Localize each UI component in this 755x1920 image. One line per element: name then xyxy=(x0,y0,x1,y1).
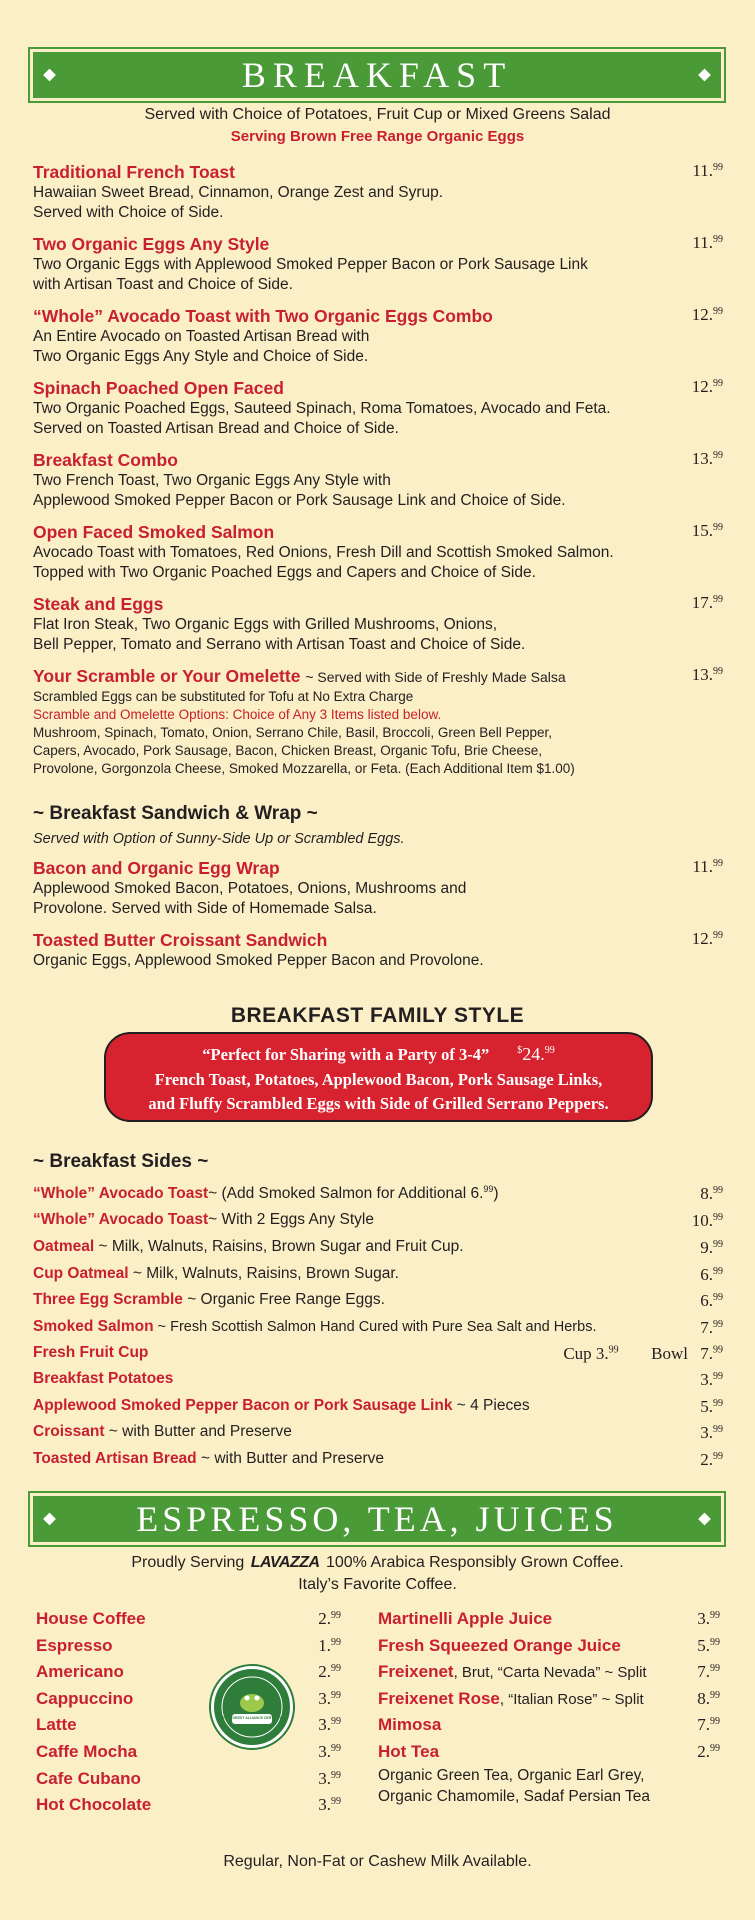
menu-item xyxy=(33,521,723,583)
menu-item xyxy=(33,593,723,655)
eggs-note: Serving Brown Free Range Organic Eggs xyxy=(230,128,525,145)
item-desc: Applewood Smoked Pepper Bacon or Pork Sausage Link and Choice of Side. xyxy=(33,492,566,509)
item-price: 6.99 xyxy=(700,1265,723,1284)
side-item-fruit: Fresh Fruit Cup Cup 3.99 Bowl 7.99 xyxy=(33,1344,723,1363)
side-item: Smoked Salmon ~ Fresh Scottish Salmon Hand Cured with Pure Sea Salt and Herbs. 7.99 xyxy=(33,1318,723,1337)
item-note: ~ Served with Side of Freshly Made Salsa xyxy=(305,669,566,685)
item-price: 11.99 xyxy=(692,161,723,180)
item-price: 6.99 xyxy=(700,1291,723,1310)
item-price: 9.99 xyxy=(700,1238,723,1257)
sandwich-heading: ~ Breakfast Sandwich & Wrap ~ xyxy=(33,803,318,824)
fruit-prices: Cup 3.99 Bowl 7.99 xyxy=(563,1344,723,1363)
item-price: 2.99 xyxy=(318,1662,341,1681)
drink-item: Cafe Cubano 3.99 xyxy=(36,1769,341,1788)
drink-item: Caffe Mocha 3.99 xyxy=(36,1742,341,1761)
item-price: 8.99 xyxy=(697,1689,720,1708)
item-price: 2.99 xyxy=(700,1450,723,1469)
options-list: Provolone, Gorgonzola Cheese, Smoked Mozzarella, or Feta. (Each Additional Item $1.00) xyxy=(33,761,575,776)
drink-item: House Coffee 2.99 xyxy=(36,1609,341,1628)
options-list: Capers, Avocado, Pork Sausage, Bacon, Chicken Breast, Organic Tofu, Brie Cheese, xyxy=(33,743,543,758)
item-desc: Served on Toasted Artisan Bread and Choice of Side. xyxy=(33,420,399,437)
item-price: 15.99 xyxy=(691,521,723,540)
item-desc: Flat Iron Steak, Two Organic Eggs with Grilled Mushrooms, Onions, xyxy=(33,616,498,633)
item-price: 3.99 xyxy=(318,1742,341,1761)
item-price: 2.99 xyxy=(697,1742,720,1761)
tofu-note: Scrambled Eggs can be substituted for Tofu at No Extra Charge xyxy=(33,689,414,704)
menu-item xyxy=(33,377,723,439)
diamond-icon xyxy=(698,1513,711,1526)
item-desc: Hawaiian Sweet Bread, Cinnamon, Orange Zest and Syrup. xyxy=(33,184,444,201)
drink-item: Freixenet, Brut, “Carta Nevada” ~ Split 7.99 xyxy=(378,1662,720,1681)
item-price: 7.99 xyxy=(697,1715,720,1734)
drink-item: Freixenet Rose, “Italian Rose” ~ Split 8.99 xyxy=(378,1689,720,1708)
item-desc: Applewood Smoked Bacon, Potatoes, Onions, Mushrooms and xyxy=(33,880,467,897)
item-price: 7.99 xyxy=(700,1318,723,1337)
item-price: 5.99 xyxy=(700,1397,723,1416)
item-price: 11.99 xyxy=(692,233,723,252)
item-name: Your Scramble or Your Omelette ~ Served with Side of Freshly Made Salsa xyxy=(33,666,566,686)
sandwich-sub: Served with Option of Sunny-Side Up or Scrambled Eggs. xyxy=(33,831,405,847)
item-desc: Two Organic Poached Eggs, Sauteed Spinach, Roma Tomatoes, Avocado and Feta. xyxy=(33,400,611,417)
drinks-banner xyxy=(33,1496,721,1542)
drink-item: Fresh Squeezed Orange Juice 5.99 xyxy=(378,1636,720,1655)
tea-line: Organic Green Tea, Organic Earl Grey, xyxy=(378,1767,645,1784)
item-name: Bacon and Organic Egg Wrap xyxy=(33,858,280,878)
item-price: 13.99 xyxy=(691,665,723,684)
side-item: “Whole” Avocado Toast~ With 2 Eggs Any Style 10.99 xyxy=(33,1211,723,1230)
item-name: Spinach Poached Open Faced xyxy=(33,378,284,398)
item-desc: Bell Pepper, Tomato and Serrano with Artisan Toast and Choice of Side. xyxy=(33,636,526,653)
item-price: 2.99 xyxy=(318,1609,341,1628)
item-price: 13.99 xyxy=(691,449,723,468)
item-price: 1.99 xyxy=(318,1636,341,1655)
menu-item xyxy=(33,929,723,971)
drink-item: Latte 3.99 xyxy=(36,1715,341,1734)
drink-item: Mimosa 7.99 xyxy=(378,1715,720,1734)
italy-line: Italy’s Favorite Coffee. xyxy=(298,1576,457,1593)
menu-item xyxy=(33,161,723,223)
family-style-box xyxy=(104,1032,653,1122)
item-name: Toasted Butter Croissant Sandwich xyxy=(33,930,328,950)
side-item: Oatmeal ~ Milk, Walnuts, Raisins, Brown Sugar and Fruit Cup. 9.99 xyxy=(33,1238,723,1257)
item-desc: Two Organic Eggs Any Style and Choice of Side. xyxy=(33,348,369,365)
item-desc: Two French Toast, Two Organic Eggs Any Style with xyxy=(33,472,391,489)
side-item: Cup Oatmeal ~ Milk, Walnuts, Raisins, Brown Sugar. 6.99 xyxy=(33,1265,723,1284)
breakfast-banner xyxy=(33,52,721,98)
side-item: Three Egg Scramble ~ Organic Free Range Eggs. 6.99 xyxy=(33,1291,723,1310)
family-line3: and Fluffy Scrambled Eggs with Side of Grilled Serrano Peppers. xyxy=(148,1094,609,1113)
menu-item xyxy=(33,857,723,919)
drink-item: Cappuccino 3.99 xyxy=(36,1689,341,1708)
item-price: 3.99 xyxy=(318,1795,341,1814)
item-price: 8.99 xyxy=(700,1184,723,1203)
item-price: 12.99 xyxy=(691,377,723,396)
cert-badge-text: RAINFOREST ALLIANCE CERTIFIED xyxy=(221,1716,283,1720)
item-price: 3.99 xyxy=(697,1609,720,1628)
family-line1: “Perfect for Sharing with a Party of 3-4” $24.99 xyxy=(202,1044,555,1064)
diamond-icon xyxy=(43,69,56,82)
item-price: 10.99 xyxy=(691,1211,723,1230)
side-item: “Whole” Avocado Toast~ (Add Smoked Salmon for Additional 6.99) 8.99 xyxy=(33,1184,723,1203)
side-item: Toasted Artisan Bread ~ with Butter and Preserve 2.99 xyxy=(33,1450,723,1469)
item-price: 3.99 xyxy=(318,1715,341,1734)
drink-item: Hot Chocolate 3.99 xyxy=(36,1795,341,1814)
item-price: 12.99 xyxy=(691,929,723,948)
item-desc: Organic Eggs, Applewood Smoked Pepper Bacon and Provolone. xyxy=(33,952,484,969)
rainforest-certified-icon xyxy=(211,1666,293,1748)
tea-line: Organic Chamomile, Sadaf Persian Tea xyxy=(378,1788,650,1805)
item-price: 17.99 xyxy=(691,593,723,612)
side-item: Applewood Smoked Pepper Bacon or Pork Sausage Link ~ 4 Pieces 5.99 xyxy=(33,1397,723,1416)
item-desc: Avocado Toast with Tomatoes, Red Onions, Fresh Dill and Scottish Smoked Salmon. xyxy=(33,544,614,561)
menu-item xyxy=(33,449,723,511)
item-desc: with Artisan Toast and Choice of Side. xyxy=(33,276,293,293)
menu-item xyxy=(33,233,723,295)
item-price: 5.99 xyxy=(697,1636,720,1655)
side-item: Croissant ~ with Butter and Preserve 3.99 xyxy=(33,1423,723,1442)
milk-note: Regular, Non-Fat or Cashew Milk Available. xyxy=(223,1853,532,1870)
item-price: 3.99 xyxy=(700,1370,723,1389)
diamond-icon xyxy=(43,1513,56,1526)
served-with-note: Served with Choice of Potatoes, Fruit Cup or Mixed Greens Salad xyxy=(144,106,611,123)
tea-options xyxy=(378,1765,650,1807)
side-item: Breakfast Potatoes 3.99 xyxy=(33,1370,723,1389)
drink-item: Martinelli Apple Juice 3.99 xyxy=(378,1609,720,1628)
item-name: Traditional French Toast xyxy=(33,162,235,182)
item-desc: An Entire Avocado on Toasted Artisan Bread with xyxy=(33,328,370,345)
diamond-icon xyxy=(698,69,711,82)
item-name: Steak and Eggs xyxy=(33,594,164,614)
item-price: 3.99 xyxy=(318,1769,341,1788)
drink-item: Espresso 1.99 xyxy=(36,1636,341,1655)
drinks-title: ESPRESSO, TEA, JUICES xyxy=(136,1499,618,1539)
item-price: 11.99 xyxy=(692,857,723,876)
drink-item: Americano 2.99 xyxy=(36,1662,341,1681)
lavazza-line: Proudly Serving LAVAZZA 100% Arabica Responsibly Grown Coffee. xyxy=(131,1554,624,1571)
drink-item: Hot Tea 2.99 xyxy=(378,1742,720,1761)
item-price: 3.99 xyxy=(700,1423,723,1442)
item-desc: Topped with Two Organic Poached Eggs and Capers and Choice of Side. xyxy=(33,564,536,581)
item-desc: Served with Choice of Side. xyxy=(33,204,224,221)
item-price: 12.99 xyxy=(691,305,723,324)
item-price: 3.99 xyxy=(318,1689,341,1708)
item-name: “Whole” Avocado Toast with Two Organic Eggs Combo xyxy=(33,306,493,326)
family-title: BREAKFAST FAMILY STYLE xyxy=(230,1004,525,1027)
sides-heading: ~ Breakfast Sides ~ xyxy=(33,1151,209,1172)
options-list: Mushroom, Spinach, Tomato, Onion, Serrano Chile, Basil, Broccoli, Green Bell Pepper, xyxy=(33,725,553,740)
options-note: Scramble and Omelette Options: Choice of Any 3 Items listed below. xyxy=(33,707,442,722)
menu-item-scramble xyxy=(33,665,723,778)
breakfast-title: BREAKFAST xyxy=(241,55,513,95)
menu-item xyxy=(33,305,723,367)
family-price: $24.99 xyxy=(517,1044,555,1064)
item-desc: Two Organic Eggs with Applewood Smoked Pepper Bacon or Pork Sausage Link xyxy=(33,256,588,273)
item-desc: Provolone. Served with Side of Homemade Salsa. xyxy=(33,900,377,917)
lavazza-logo: LAVAZZA xyxy=(250,1554,320,1571)
item-name: Open Faced Smoked Salmon xyxy=(33,522,275,542)
item-name: Two Organic Eggs Any Style xyxy=(33,234,270,254)
family-line2: French Toast, Potatoes, Applewood Bacon, Pork Sausage Links, xyxy=(154,1070,603,1089)
item-price: 7.99 xyxy=(697,1662,720,1681)
item-name: Breakfast Combo xyxy=(33,450,178,470)
